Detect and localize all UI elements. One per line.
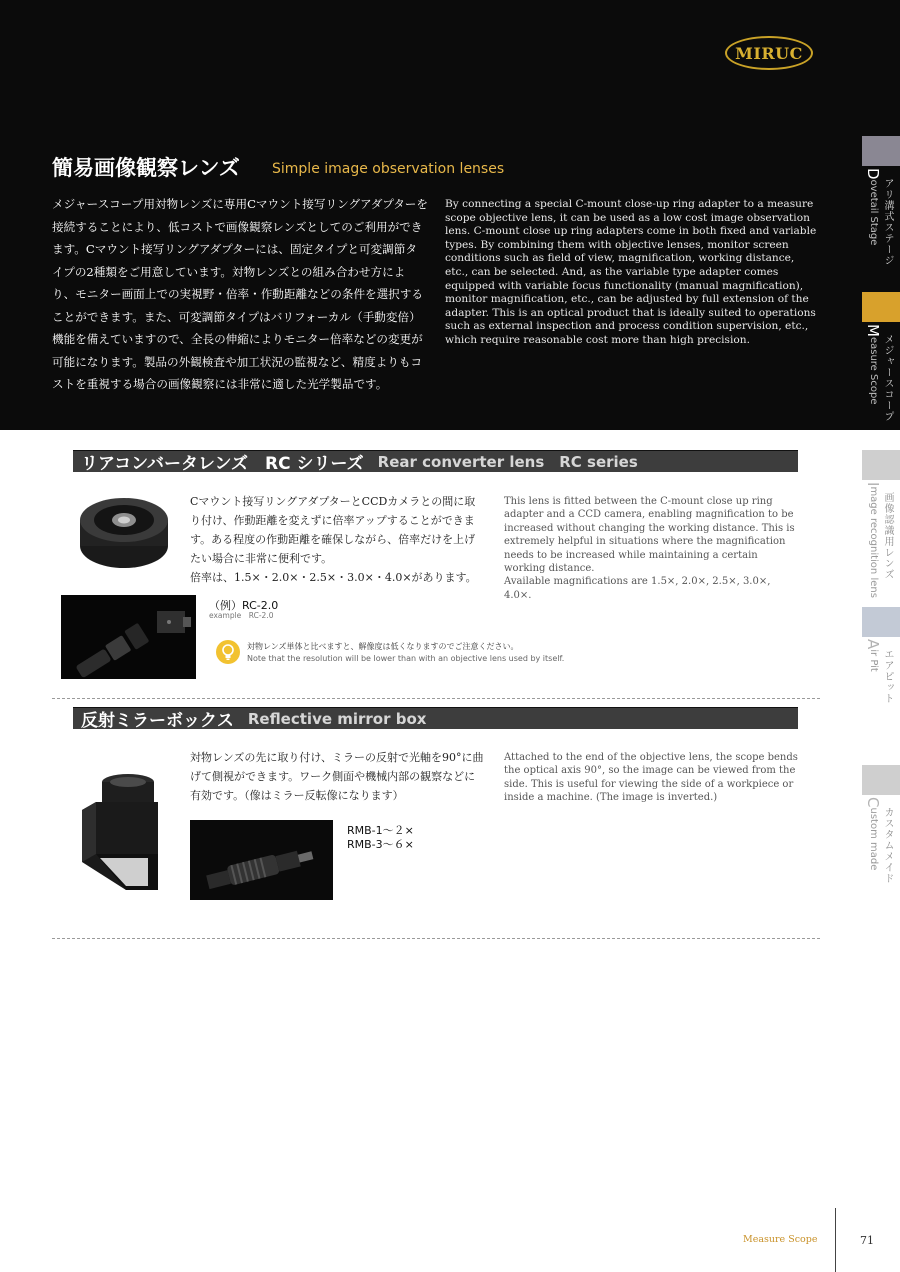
footer-divider	[835, 1208, 836, 1272]
model-label: RMB-1～２×	[347, 824, 414, 837]
rear-converter-example-photo	[61, 595, 196, 679]
footer-section-name: Measure Scope	[743, 1234, 818, 1245]
header-banner	[0, 0, 900, 430]
magnification-list-jp: 倍率は、1.5×・2.0×・2.5×・3.0×・4.0×があります。	[190, 571, 477, 584]
section-title-en: Rear converter lens RC series	[377, 453, 638, 471]
side-tab-custom-made[interactable]	[862, 765, 900, 915]
side-tab-dovetail-stage[interactable]	[862, 136, 900, 296]
tab-label-en: Dovetail Stage	[864, 168, 882, 246]
magnification-list-en: Available magnifications are 1.5×, 2.0×, 2.5×, 3.0×, 4.0×.	[504, 576, 771, 601]
mirror-box-desc-jp: 対物レンズの先に取り付け、ミラーの反射で光軸を90°に曲げて側視ができます。ワーク側面や機械内部の観察などに有効です。（像はミラー反転像になります）	[190, 751, 484, 802]
mirror-box-image	[78, 770, 168, 892]
side-tab-image-recognition-lens[interactable]	[862, 450, 900, 610]
mirror-box-example-photo	[190, 820, 333, 900]
tab-label-jp: アリ溝式ステージ	[882, 178, 893, 266]
intro-text-jp: メジャースコープ用対物レンズに専用Cマウント接写リングアダプターを接続することにより、低コストで画像観察レンズとしてのご利用ができます。Cマウント接写リングアダプターには、固定タイプと可変調節タイプの2種類をご用意しています。対物レンズとの組み合わせ方により、モニター画面上での実視野・倍率・作動距離などの条件を選択することができます。また、可変調節タイプはバリフォーカル（手動変倍）機能を備えていますので、全長の伸縮によりモニター倍率などの変更が可能になります。製品の外観検査や加工状況の監視など、精度よりもコストを重視する場合の画像観察には非常に適した光学製品です。	[52, 197, 428, 391]
section-title-en: Reflective mirror box	[247, 709, 427, 728]
intro-text-en: By connecting a special C-mount close-up ring adapter to a measure scope objective lens, it can be used as a low cost image observation lens. C-mount close up ring adapters come in both fixed and variable types. By combining them with objective lenses, monitor screen conditions such as field of view, magnification, working distance, etc., can be selected. And, as the variable type adapter comes equipped with variable focus functionality (manual magnification), monitor magnification, etc., can be adjusted by full extension of the adapter. This is an optical product that is ideally suited to operations such as external inspection and process condition supervision, etc., which require reasonable cost more than high precision.	[445, 198, 817, 346]
side-tab-measure-scope[interactable]	[862, 292, 900, 452]
section-divider	[52, 938, 820, 939]
tab-label-jp: カスタムメイド	[882, 807, 893, 884]
miruc-logo: MIRUC	[725, 36, 813, 70]
lightbulb-icon	[216, 640, 240, 664]
tab-label-en: Custom made	[864, 797, 882, 871]
tab-label-en: Image recognition lens	[864, 482, 882, 598]
rear-converter-desc-jp: Cマウント接写リングアダプターとCCDカメラとの間に取り付け、作動距離を変えずに倍率アップすることができます。ある程度の作動距離を確保しながら、倍率だけを上げたい場合に非常に便利です。 倍率は、1.5×・2.0×・2.5×・3.0×・4.0×があります。	[190, 495, 477, 584]
page-title-en: Simple image observation lenses	[272, 161, 505, 177]
rear-converter-lens-image	[78, 490, 170, 570]
model-label: RMB-3～６×	[347, 838, 414, 851]
section-divider	[52, 698, 820, 699]
side-tab-air-pit[interactable]	[862, 607, 900, 757]
example-label-en: example RC-2.0	[209, 611, 274, 620]
tab-label-en: Measure Scope	[864, 324, 882, 405]
section-title-jp: 反射ミラーボックス	[81, 711, 234, 731]
example-label: （例）RC-2.0	[209, 599, 279, 612]
section-bar-rear-converter	[73, 450, 798, 472]
tab-label-jp: メジャースコープ	[882, 334, 893, 422]
tab-label-en: Air Pit	[864, 639, 882, 672]
section-bar-mirror-box	[73, 707, 798, 729]
page-title: 簡易画像観察レンズ	[52, 156, 240, 180]
mirror-box-desc-en: Attached to the end of the objective lens, the scope bends the optical axis 90°, so the image can be viewed from the side. This is useful for viewing the side of a workpiece or inside a machine. (The image is inverted.)	[504, 752, 798, 804]
tab-label-jp: エアピット	[882, 649, 893, 704]
page-number: 71	[860, 1234, 874, 1247]
resolution-note-jp: 対物レンズ単体と比べますと、解像度は低くなりますのでご注意ください。	[247, 642, 519, 651]
tab-label-jp: 画像認識用レンズ	[882, 492, 893, 580]
rear-converter-desc-en: This lens is fitted between the C-mount close up ring adapter and a CCD camera, enabling magnification to be increased without changing the working distance. This is extremely helpful in situations where the magnification needs to be increased while maintaining a certain working distance. Available magnifications are 1.5×, 2.0×, 2.5×, 3.0×, 4.0×.	[504, 496, 795, 601]
section-title-jp: リアコンバータレンズ RC シリーズ	[81, 454, 364, 474]
resolution-note-en: Note that the resolution will be lower than with an objective lens used by itself.	[247, 654, 565, 663]
